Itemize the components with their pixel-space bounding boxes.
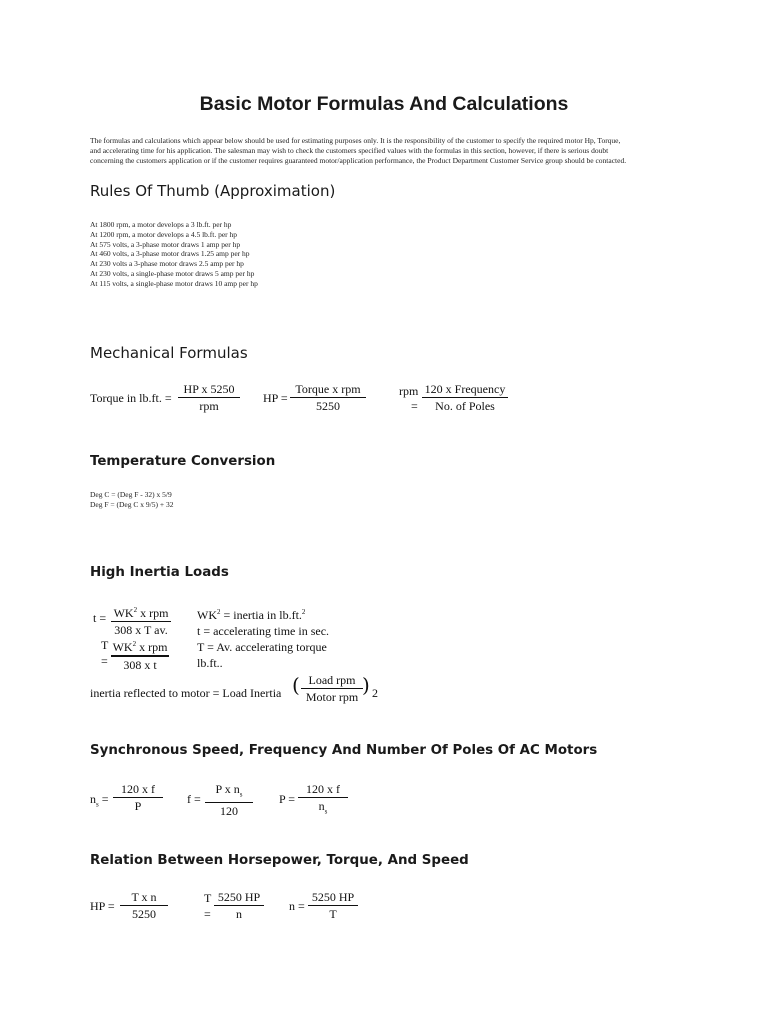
p-formula-lhs: P = [279, 792, 295, 806]
reflect-formula-lhs: inertia reflected to motor = Load Inertia [90, 686, 282, 700]
reflect-denominator: Motor rpm [305, 690, 359, 704]
f-formula-lhs: f = [187, 792, 201, 806]
definition-t: t = accelerating time in sec. [197, 624, 330, 638]
hp-fraction [290, 382, 366, 414]
list-item: At 1800 rpm, a motor develops a 3 lb.ft. per hp [90, 220, 232, 229]
t-fraction [111, 603, 171, 638]
ns-fraction [113, 782, 163, 814]
rpm-fraction [422, 382, 508, 414]
sync-heading: Synchronous Speed, Frequency And Number Of Poles Of AC Motors [90, 743, 598, 758]
relation-t-numerator: 5250 HP [217, 890, 261, 904]
T-formula-equals: = [101, 654, 108, 668]
relation-hp-fraction [120, 890, 168, 922]
relation-t-denominator: n [236, 907, 242, 921]
intro-line: and accelerating time for his application. The salesman may wish to check the customers specified values with the formulas in this section, however, if there is serious doubt [90, 145, 609, 155]
t-denominator: 308 x T av. [114, 623, 168, 637]
relation-n-lhs: n = [289, 899, 305, 913]
list-item: At 575 volts, a 3-phase motor draws 1 amp per hp [90, 239, 241, 249]
relation-t-fraction [214, 890, 264, 922]
relation-hp-lhs: HP = [90, 899, 115, 913]
reflect-fraction [301, 673, 363, 705]
ns-numerator: 120 x f [121, 782, 155, 796]
rpm-formula-equals: = [411, 399, 418, 413]
T-denominator: 308 x t [123, 658, 157, 672]
T-formula-lhs: T [101, 638, 109, 652]
list-item: At 230 volts, a single-phase motor draws 5 amp per hp [90, 268, 255, 278]
rpm-denominator: No. of Poles [435, 399, 495, 413]
mechanical-heading: Mechanical Formulas [90, 344, 248, 362]
page-title: Basic Motor Formulas And Calculations [199, 93, 569, 115]
f-numerator: P x $n_s$ [215, 782, 243, 799]
p-numerator: 120 x f [306, 782, 340, 796]
torque-fraction [178, 382, 240, 414]
hp-numerator: Torque x rpm [295, 382, 361, 396]
relation-n-fraction [308, 890, 358, 922]
T-fraction [111, 637, 169, 673]
hp-formula-lhs: HP = [263, 391, 288, 405]
list-item: At 1200 rpm, a motor develops a 4.5 lb.ft. per hp [90, 229, 238, 239]
torque-formula-lhs: Torque in lb.ft. = [90, 391, 172, 405]
list-item: At 460 volts, a 3-phase motor draws 1.25 amp per hp [90, 249, 250, 259]
T-numerator: $WK^2$ x rpm [112, 640, 168, 654]
inertia-definitions [197, 604, 329, 671]
temperature-line: Deg C = (Deg F - 32) x 5/9 [90, 490, 172, 499]
t-formula-lhs: t = [93, 611, 107, 625]
torque-numerator: HP x 5250 [183, 382, 235, 396]
relation-t-lhs: T [204, 891, 212, 905]
intro-line: concerning the customers application or if the customer requires guaranteed motor/application performance, the Product Department Customer Service group should be contacted. [90, 155, 627, 165]
t-numerator: $WK^2$ x rpm [113, 606, 169, 620]
p-fraction [298, 782, 348, 819]
reflect-exponent: 2 [372, 686, 378, 700]
left-paren: ( [292, 673, 300, 697]
list-item: At 230 volts a 3-phase motor draws 2.5 amp per hp [90, 259, 244, 269]
definition-T-unit: lb.ft.. [197, 656, 223, 670]
relation-n-denominator: T [329, 907, 337, 921]
rules-list [90, 220, 258, 289]
torque-denominator: rpm [199, 399, 219, 413]
intro-line: The formulas and calculations which appear below should be used for estimating purposes only. It is the responsibility of the customer to specify the required motor Hp, Torque, [90, 136, 621, 145]
rpm-numerator: 120 x Frequency [424, 382, 506, 396]
ns-formula-lhs: $n_s$ = [90, 792, 109, 809]
relation-n-numerator: 5250 HP [311, 890, 355, 904]
relation-heading: Relation Between Horsepower, Torque, And Speed [90, 853, 469, 868]
inertia-heading: High Inertia Loads [90, 565, 229, 580]
f-denominator: 120 [220, 804, 238, 819]
rpm-formula-lhs: rpm [399, 384, 419, 398]
relation-hp-denominator: 5250 [132, 907, 156, 921]
temperature-lines [90, 490, 173, 510]
intro-paragraph [90, 136, 626, 165]
definition-wk2: $WK^2$ = inertia in lb.ft.$^2$ [197, 608, 306, 622]
temperature-heading: Temperature Conversion [90, 454, 276, 469]
right-paren: ) [362, 673, 370, 697]
relation-t-equals: = [204, 907, 211, 921]
p-denominator: $n_s$ [318, 799, 328, 816]
list-item: At 115 volts, a single-phase motor draws 10 amp per hp [90, 278, 258, 288]
temperature-line: Deg F = (Deg C x 9/5) + 32 [90, 499, 174, 509]
ns-denominator: P [134, 799, 142, 813]
f-fraction [205, 782, 253, 819]
rules-heading: Rules Of Thumb (Approximation) [90, 182, 336, 200]
relation-hp-numerator: T x n [131, 890, 157, 904]
hp-denominator: 5250 [316, 399, 340, 413]
reflect-numerator: Load rpm [308, 673, 356, 687]
definition-T: T = Av. accelerating torque [197, 640, 327, 654]
